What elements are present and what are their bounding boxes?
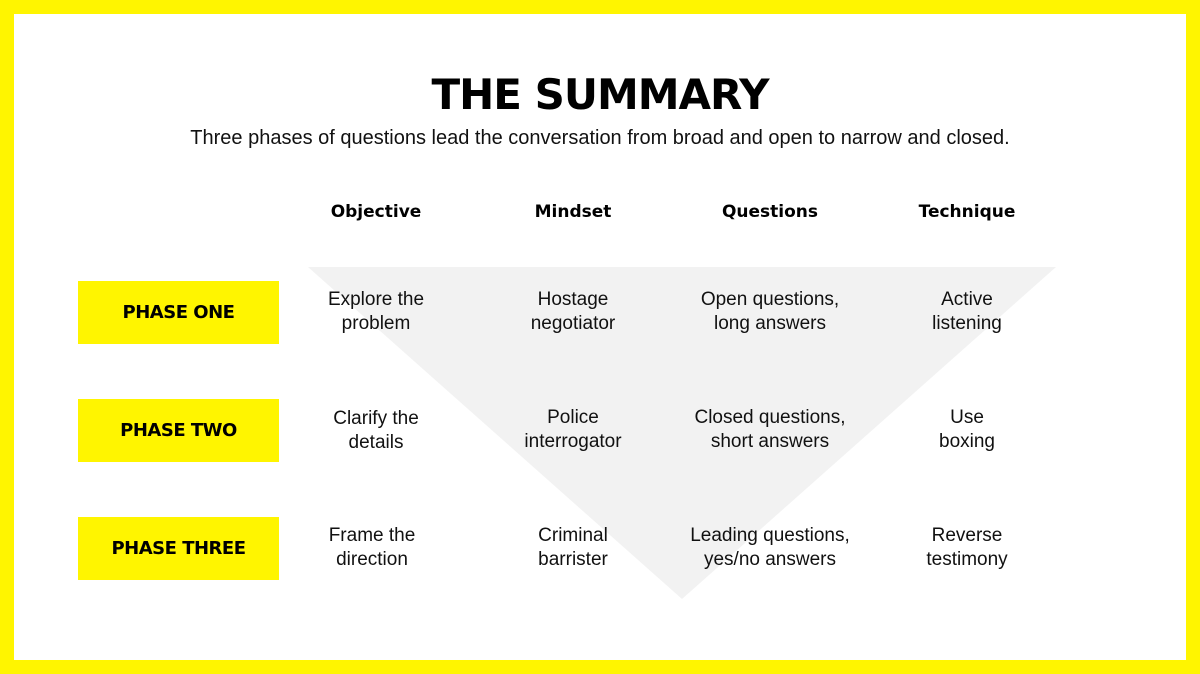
phase-three-technique: Reverse testimony	[926, 525, 1008, 570]
phase-three-questions: Leading questions, yes/no answers	[690, 525, 850, 570]
phase-two-technique: Use boxing	[939, 407, 995, 452]
phase-two-label: PHASE TWO	[78, 399, 279, 462]
phase-three-mindset: Criminal barrister	[538, 525, 608, 570]
page-subtitle: Three phases of questions lead the conversation from broad and open to narrow and closed.	[190, 127, 1010, 149]
phase-three-label: PHASE THREE	[78, 517, 279, 580]
column-header-technique: Technique	[918, 202, 1016, 222]
phase-three-objective: Frame the direction	[328, 525, 416, 570]
phase-two-objective: Clarify the details	[333, 408, 419, 453]
phase-two-mindset: Police interrogator	[524, 407, 622, 452]
column-header-objective: Objective	[330, 202, 422, 222]
page-title: THE SUMMARY	[431, 70, 769, 119]
phase-two-questions: Closed questions, short answers	[694, 407, 846, 452]
column-header-questions: Questions	[721, 202, 819, 222]
phase-one-label: PHASE ONE	[78, 281, 279, 344]
phase-one-questions: Open questions, long answers	[700, 289, 840, 334]
phase-one-technique: Active listening	[932, 289, 1002, 334]
phase-one-mindset: Hostage negotiator	[530, 289, 616, 334]
phase-one-objective: Explore the problem	[327, 289, 425, 334]
column-header-mindset: Mindset	[534, 202, 612, 222]
